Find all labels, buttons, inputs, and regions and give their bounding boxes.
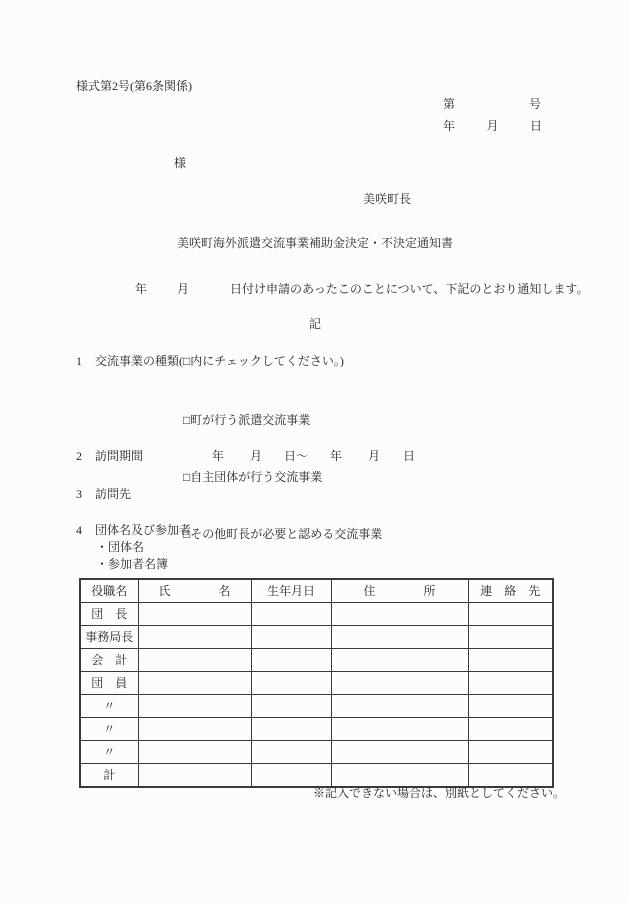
date-day-label: 日: [529, 119, 542, 133]
date-month-label: 月: [486, 119, 499, 133]
empty-cell: [251, 741, 331, 764]
empty-cell: [138, 741, 251, 764]
footnote: ※記入できない場合は、別紙としてください。: [312, 786, 565, 800]
empty-cell: [468, 603, 553, 626]
section-1-number: 1: [76, 354, 82, 368]
empty-cell: [331, 603, 468, 626]
doc-number-row: [443, 97, 541, 111]
row-label-member: 団 員: [80, 672, 138, 695]
empty-cell: [138, 649, 251, 672]
bullet-participant-list: ・参加者名簿: [96, 557, 169, 571]
empty-cell: [331, 672, 468, 695]
empty-cell: [138, 695, 251, 718]
empty-cell: [138, 626, 251, 649]
section-3-label: 訪問先: [95, 487, 132, 501]
form-id-label: 様式第2号(第6条関係): [76, 79, 192, 93]
checkbox-option-voluntary-group: □自主団体が行う交流事業: [183, 470, 323, 484]
doc-number-prefix: 第: [443, 97, 456, 111]
table-header-row: [80, 579, 553, 603]
doc-number-suffix: 号: [528, 97, 541, 111]
period-start-month-label: 月: [250, 449, 263, 463]
empty-cell: [331, 626, 468, 649]
empty-cell: [468, 626, 553, 649]
table-row: [80, 764, 553, 788]
empty-cell: [251, 626, 331, 649]
row-label-ditto: 〃: [80, 741, 138, 764]
participants-table: [79, 578, 554, 788]
table-row: [80, 649, 553, 672]
empty-cell: [331, 718, 468, 741]
row-label-ditto: 〃: [80, 695, 138, 718]
period-end-day-label: 日: [403, 449, 416, 463]
section-1-label: 交流事業の種類(□内にチェックしてください。): [95, 354, 344, 368]
row-label-accountant: 会 計: [80, 649, 138, 672]
row-label-ditto: 〃: [80, 718, 138, 741]
empty-cell: [331, 741, 468, 764]
section-4-label: 団体名及び参加者: [95, 523, 192, 537]
table-row: [80, 603, 553, 626]
empty-cell: [138, 764, 251, 788]
empty-cell: [251, 649, 331, 672]
period-end-month-label: 月: [368, 449, 381, 463]
row-label-secretary-general: 事務局長: [80, 626, 138, 649]
body-month-label: 月: [177, 282, 190, 296]
body-year-label: 年: [135, 282, 148, 296]
addressee-honorific: 様: [174, 156, 187, 170]
empty-cell: [251, 718, 331, 741]
section-3-number: 3: [76, 487, 82, 501]
checkbox-option-town-dispatch: □町が行う派遣交流事業: [183, 413, 311, 427]
period-end-year-label: 年: [330, 449, 343, 463]
section-2-label: 訪問期間: [95, 449, 144, 463]
empty-cell: [468, 718, 553, 741]
ki-heading: 記: [308, 317, 321, 331]
empty-cell: [331, 695, 468, 718]
empty-cell: [251, 672, 331, 695]
table-row: [80, 672, 553, 695]
empty-cell: [331, 764, 468, 788]
empty-cell: [251, 603, 331, 626]
header-contact: 連 絡 先: [468, 579, 553, 603]
row-label-total: 計: [80, 764, 138, 788]
checkbox-option-other-mayor: □その他町長が必要と認める交流事業: [183, 527, 383, 541]
empty-cell: [468, 649, 553, 672]
header-role: 役職名: [80, 579, 138, 603]
section-2-number: 2: [76, 449, 82, 463]
header-name: 氏 名: [138, 579, 251, 603]
section-1-options: [183, 373, 382, 563]
header-address: 住 所: [331, 579, 468, 603]
empty-cell: [251, 764, 331, 788]
document-title: 美咲町海外派遣交流事業補助金決定・不決定通知書: [176, 236, 453, 250]
empty-cell: [138, 672, 251, 695]
empty-cell: [138, 718, 251, 741]
header-birthdate: 生年月日: [251, 579, 331, 603]
empty-cell: [468, 695, 553, 718]
row-label-leader: 団 長: [80, 603, 138, 626]
period-start-year-label: 年: [212, 449, 225, 463]
notification-sentence: [135, 282, 588, 296]
empty-cell: [251, 695, 331, 718]
empty-cell: [138, 603, 251, 626]
table-row: [80, 626, 553, 649]
bullet-group-name: ・団体名: [96, 540, 145, 554]
table-row: [80, 741, 553, 764]
date-year-label: 年: [443, 119, 456, 133]
table-row: [80, 718, 553, 741]
section-4-number: 4: [76, 523, 82, 537]
empty-cell: [331, 649, 468, 672]
period-start-day-label: 日～: [284, 449, 309, 463]
sender-name: 美咲町長: [363, 192, 412, 206]
table-row: [80, 695, 553, 718]
empty-cell: [468, 741, 553, 764]
doc-date-row: [443, 119, 542, 133]
body-text: 日付け申請のあったこのことについて、下記のとおり通知します。: [230, 282, 589, 296]
empty-cell: [468, 672, 553, 695]
empty-cell: [468, 764, 553, 788]
